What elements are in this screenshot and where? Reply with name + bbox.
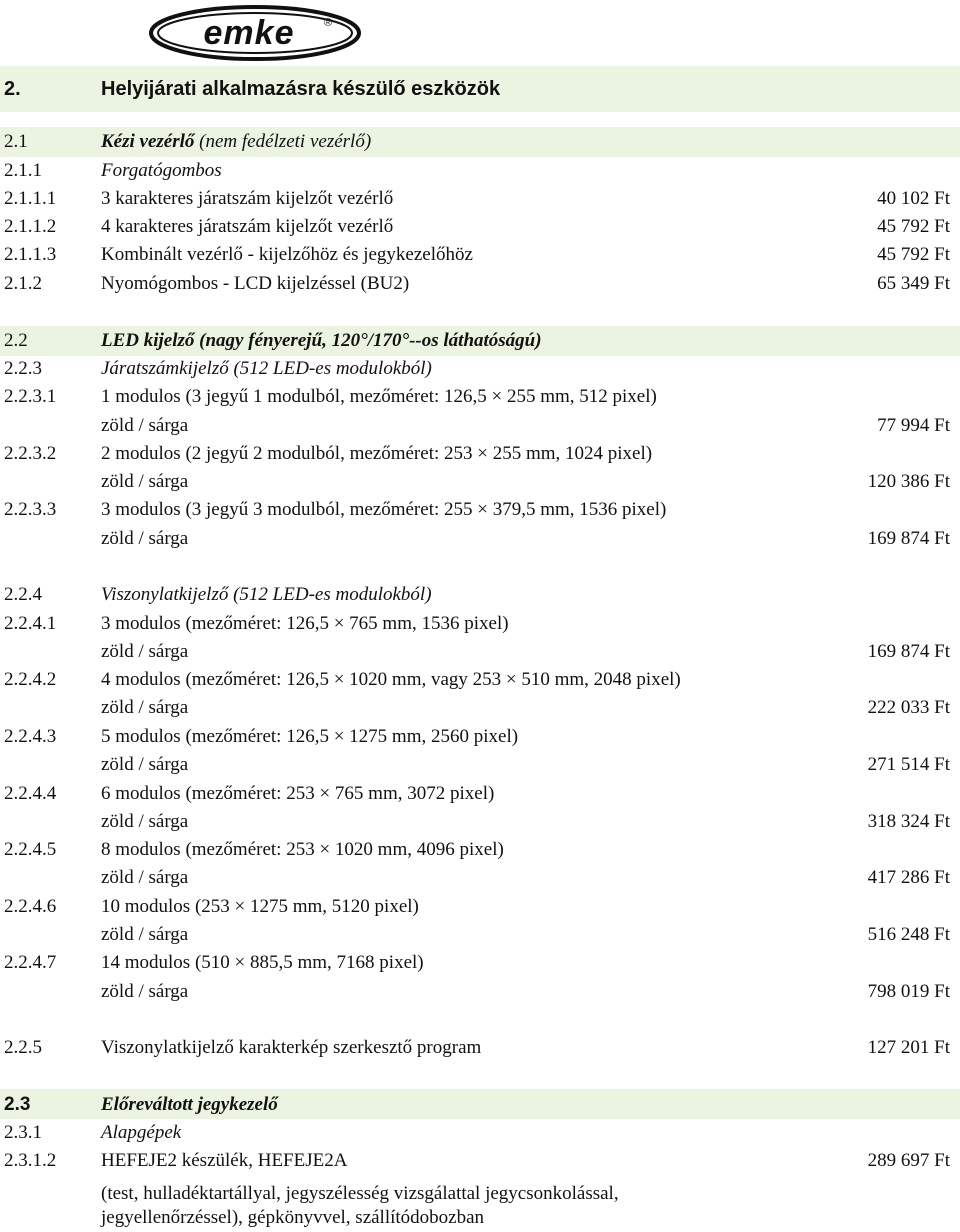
item-number: 2.3.1.2 [4,1150,57,1171]
item-text: 14 modulos (510 × 885,5 mm, 7168 pixel) [101,952,424,973]
item-price: 127 201 Ft [867,1037,950,1058]
item-text: 6 modulos (mezőméret: 253 × 765 mm, 3072 pixel) [101,783,495,804]
item-row [0,384,960,410]
item-text: 3 karakteres járatszám kijelzőt vezérlő [101,188,394,209]
section-2-heading [0,76,960,102]
item-text: 10 modulos (253 × 1275 mm, 5120 pixel) [101,896,419,917]
item-color-row [0,469,960,495]
item-row [0,667,960,693]
item-row [0,724,960,750]
item-note-line: jegyellenőrzéssel), gépkönyvvel, szállítódobozban [101,1207,485,1228]
section-number: 2.2 [4,330,28,351]
item-number: 2.2.3.2 [4,443,57,464]
item-text: 3 modulos (3 jegyű 3 modulból, mezőméret: 255 × 379,5 mm, 1536 pixel) [101,499,667,520]
item-price: 222 033 Ft [867,697,950,718]
subsection-title: Alapgépek [101,1122,182,1143]
item-color-row [0,695,960,721]
item-price: 271 514 Ft [867,754,950,775]
item-row [0,781,960,807]
price-row [0,186,960,212]
item-text: 5 modulos (mezőméret: 126,5 × 1275 mm, 2560 pixel) [101,726,519,747]
section-number: 2.3 [4,1094,31,1115]
color-label: zöld / sárga [101,811,189,832]
color-label: zöld / sárga [101,697,189,718]
item-note [0,1182,960,1208]
item-text: HEFEJE2 készülék, HEFEJE2A [101,1150,348,1171]
color-label: zöld / sárga [101,415,189,436]
section-number: 2.1 [4,131,28,152]
item-text: 2 modulos (2 jegyű 2 modulból, mezőméret: 253 × 255 mm, 1024 pixel) [101,443,653,464]
item-number: 2.2.3.1 [4,386,57,407]
subsection-number: 2.1.1 [4,160,42,181]
section-2-3-heading [0,1092,960,1118]
price-row [0,1035,960,1061]
item-color-row [0,979,960,1005]
item-number: 2.1.1.3 [4,244,57,265]
item-price: 120 386 Ft [867,471,950,492]
item-color-row [0,526,960,552]
color-label: zöld / sárga [101,471,189,492]
section-title: Előreváltott jegykezelő [101,1094,278,1115]
item-number: 2.2.5 [4,1037,42,1058]
subsection-2-2-4 [0,582,960,608]
color-label: zöld / sárga [101,528,189,549]
color-label: zöld / sárga [101,981,189,1002]
section-title: Kézi vezérlő (nem fedélzeti vezérlő) [101,131,372,152]
item-price: 65 349 Ft [877,273,950,294]
item-price: 318 324 Ft [867,811,950,832]
color-label: zöld / sárga [101,754,189,775]
item-number: 2.1.1.2 [4,216,57,237]
item-color-row [0,922,960,948]
emke-logo-graphic [148,4,362,62]
emke-logo [148,4,362,62]
item-number: 2.2.4.6 [4,896,57,917]
section-title: Helyijárati alkalmazásra készülő eszközök [101,78,501,100]
item-number: 2.2.4.3 [4,726,57,747]
section-2-1-heading [0,129,960,155]
item-text: 8 modulos (mezőméret: 253 × 1020 mm, 4096 pixel) [101,839,504,860]
item-price: 40 102 Ft [877,188,950,209]
item-color-row [0,639,960,665]
item-number: 2.2.4.4 [4,783,57,804]
item-number: 2.1.1.1 [4,188,57,209]
logo-wordmark: emke [203,14,295,52]
item-row [0,497,960,523]
item-number: 2.2.4.2 [4,669,57,690]
item-color-row [0,809,960,835]
item-price: 516 248 Ft [867,924,950,945]
subsection-2-2-3 [0,356,960,382]
item-price: 45 792 Ft [877,244,950,265]
item-text: 4 modulos (mezőméret: 126,5 × 1020 mm, vagy 253 × 510 mm, 2048 pixel) [101,669,681,690]
subsection-2-3-1 [0,1120,960,1146]
subsection-number: 2.3.1 [4,1122,42,1143]
color-label: zöld / sárga [101,924,189,945]
item-color-row [0,413,960,439]
item-number: 2.2.4.1 [4,613,57,634]
item-number: 2.2.4.5 [4,839,57,860]
price-row [0,1148,960,1174]
item-price: 45 792 Ft [877,216,950,237]
item-text: Viszonylatkijelző karakterkép szerkesztő program [101,1037,482,1058]
item-text: Nyomógombos - LCD kijelzéssel (BU2) [101,273,410,294]
section-2-2-heading [0,328,960,354]
item-row [0,950,960,976]
item-price: 417 286 Ft [867,867,950,888]
item-price: 169 874 Ft [867,528,950,549]
section-title: LED kijelző (nagy fényerejű, 120°/170°--os láthatóságú) [101,330,542,351]
item-number: 2.2.4.7 [4,952,57,973]
subsection-number: 2.2.3 [4,358,42,379]
color-label: zöld / sárga [101,641,189,662]
subsection-title: Viszonylatkijelző (512 LED-es modulokból) [101,584,432,605]
subsection-number: 2.2.4 [4,584,42,605]
subsection-title: Járatszámkijelző (512 LED-es modulokból) [101,358,432,379]
item-row [0,611,960,637]
item-note-line: (test, hulladéktartállyal, jegyszélesség vizsgálattal jegycsonkolással, [101,1183,619,1204]
price-row [0,242,960,268]
item-number: 2.2.3.3 [4,499,57,520]
item-number: 2.1.2 [4,273,42,294]
item-price: 798 019 Ft [867,981,950,1002]
item-price: 169 874 Ft [867,641,950,662]
subsection-2-1-1 [0,158,960,184]
logo-registered-mark: ® [324,17,333,29]
item-price: 77 994 Ft [877,415,950,436]
item-row [0,894,960,920]
item-text: 1 modulos (3 jegyű 1 modulból, mezőméret: 126,5 × 255 mm, 512 pixel) [101,386,657,407]
item-color-row [0,865,960,891]
color-label: zöld / sárga [101,867,189,888]
subsection-title: Forgatógombos [101,160,222,181]
price-row [0,271,960,297]
item-row [0,441,960,467]
item-note [0,1206,960,1232]
price-row [0,214,960,240]
item-text: 3 modulos (mezőméret: 126,5 × 765 mm, 1536 pixel) [101,613,509,634]
section-number: 2. [4,78,21,100]
item-color-row [0,752,960,778]
item-row [0,837,960,863]
item-text: Kombinált vezérlő - kijelzőhöz és jegykezelőhöz [101,244,473,265]
item-text: 4 karakteres járatszám kijelzőt vezérlő [101,216,394,237]
item-price: 289 697 Ft [867,1150,950,1171]
